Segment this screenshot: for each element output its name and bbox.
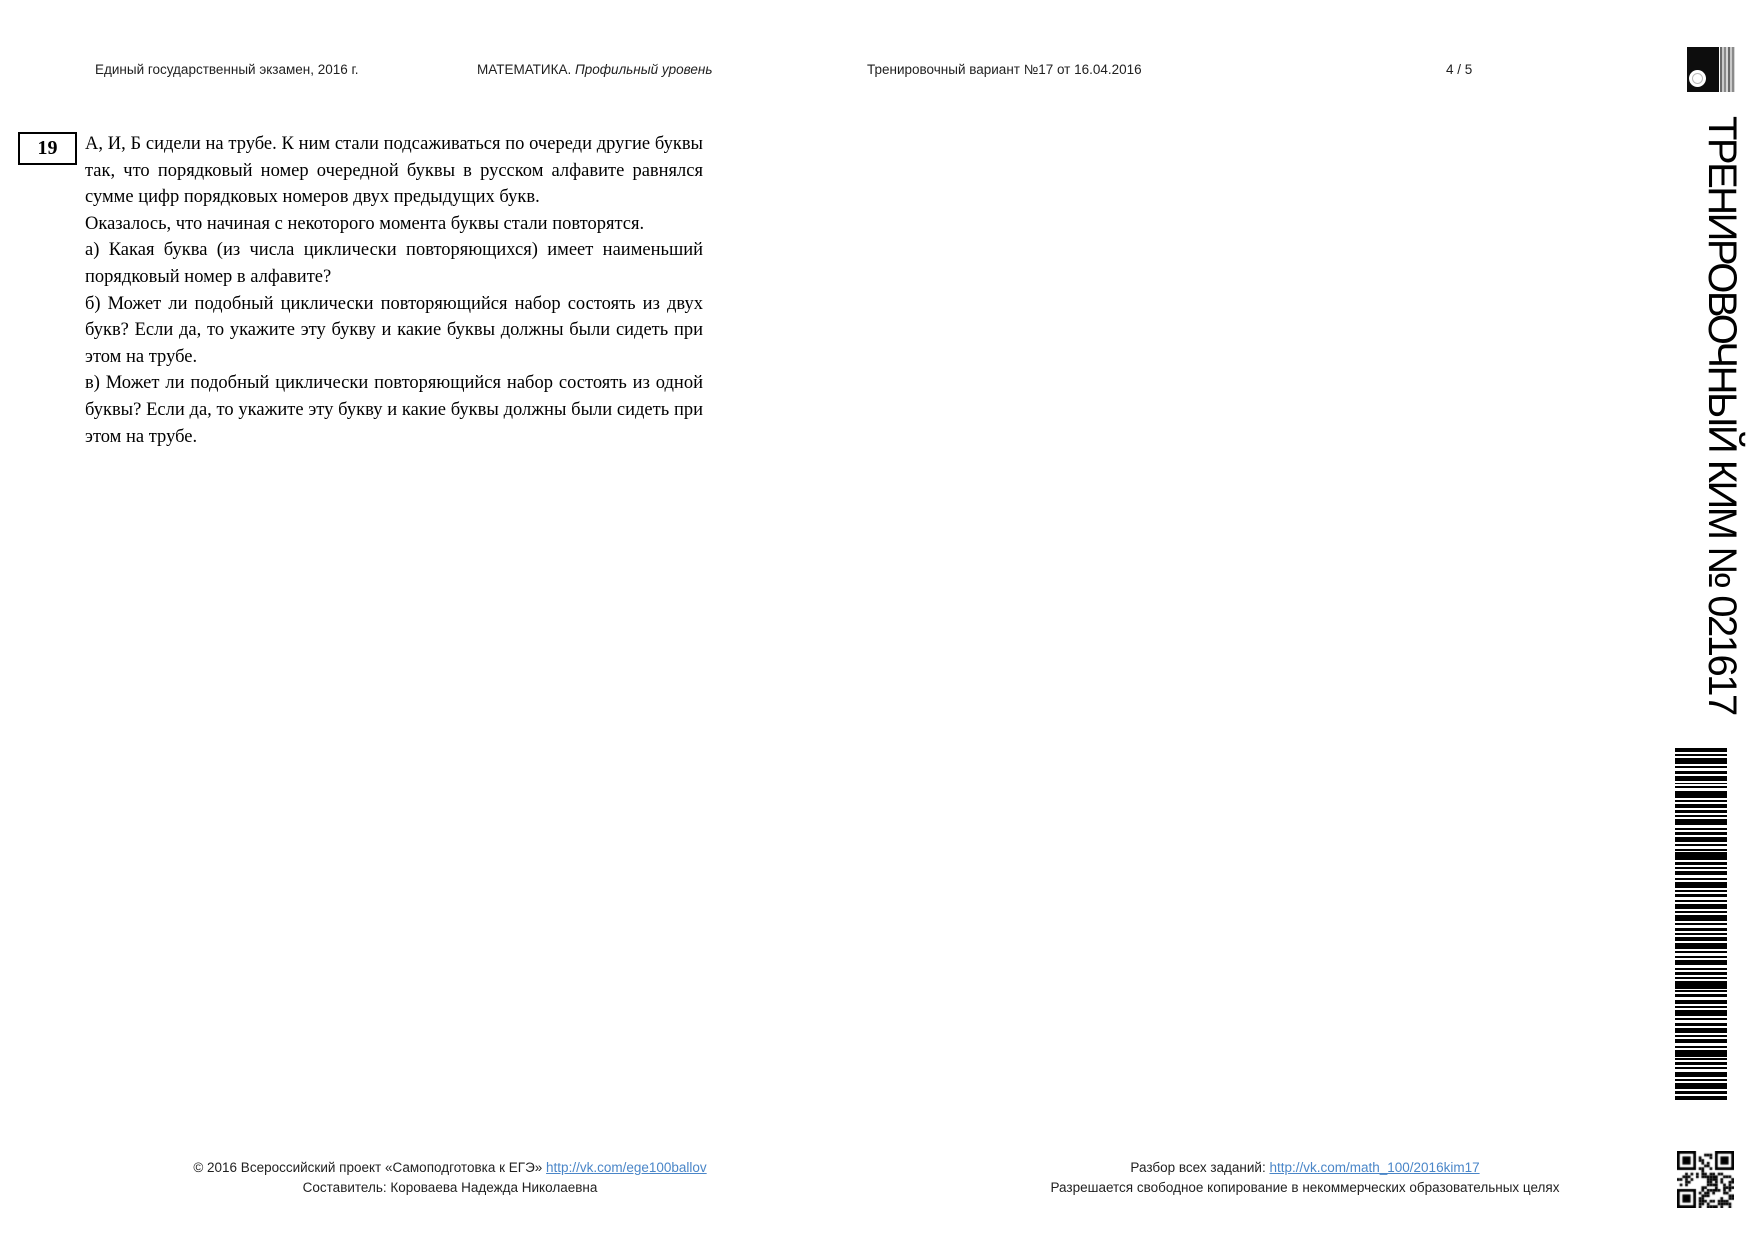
task-paragraph: а) Какая буква (из числа циклически повторяющихся) имеет наименьший порядковый номер в алфавите? bbox=[85, 240, 703, 287]
header-exam-title: Единый государственный экзамен, 2016 г. bbox=[95, 62, 359, 77]
footer-copyright-text: © 2016 Всероссийский проект «Самоподготовка к ЕГЭ» bbox=[193, 1160, 547, 1175]
task-text-block bbox=[85, 131, 703, 450]
header-subject-name: МАТЕМАТИКА. bbox=[477, 62, 572, 77]
logo-stripes-icon bbox=[1720, 47, 1735, 92]
footer-solutions-link[interactable]: http://vk.com/math_100/2016kim17 bbox=[1269, 1160, 1480, 1175]
footer-solutions-text: Разбор всех заданий: bbox=[1130, 1160, 1270, 1175]
header-subject-level: Профильный уровень bbox=[574, 62, 713, 77]
task-paragraph: б) Может ли подобный циклически повторяющийся набор состоять из двух букв? Если да, то укажите эту букву и какие буквы должны были сидеть при этом на трубе. bbox=[85, 293, 703, 367]
footer-solutions-line bbox=[1010, 1158, 1600, 1178]
corner-logo-icon bbox=[1687, 47, 1736, 92]
footer-project-link[interactable]: http://vk.com/ege100ballov bbox=[546, 1160, 707, 1175]
task-number-box: 19 bbox=[18, 132, 77, 165]
barcode bbox=[1675, 748, 1727, 1104]
task-paragraph: А, И, Б сидели на трубе. К ним стали подсаживаться по очереди другие буквы так, что порядковый номер очередной буквы в русском алфавите равнялся сумме цифр порядковых номеров двух предыдущих букв. bbox=[85, 134, 703, 208]
header-subject bbox=[477, 62, 712, 77]
header-page-indicator: 4 / 5 bbox=[1446, 62, 1473, 77]
header-variant-title: Тренировочный вариант №17 от 16.04.2016 bbox=[867, 62, 1142, 77]
footer-left bbox=[140, 1158, 760, 1198]
footer-copyright-line bbox=[140, 1158, 760, 1178]
kim-vertical-label: ТРЕНИРОВОЧНЫЙ КИМ № 021617 bbox=[1700, 116, 1744, 714]
task-paragraph: Оказалось, что начиная с некоторого момента буквы стали повторятся. bbox=[85, 213, 645, 234]
footer-license-line: Разрешается свободное копирование в некоммерческих образовательных целях bbox=[1050, 1180, 1560, 1195]
logo-black-box bbox=[1687, 47, 1719, 92]
logo-circle-icon bbox=[1689, 70, 1706, 87]
qr-code bbox=[1677, 1151, 1734, 1208]
footer-author-line: Составитель: Короваева Надежда Николаевна bbox=[302, 1180, 598, 1195]
footer-right bbox=[1010, 1158, 1600, 1198]
task-paragraph: в) Может ли подобный циклически повторяющийся набор состоять из одной буквы? Если да, то укажите эту букву и какие буквы должны были сидеть при этом на трубе. bbox=[85, 373, 703, 447]
